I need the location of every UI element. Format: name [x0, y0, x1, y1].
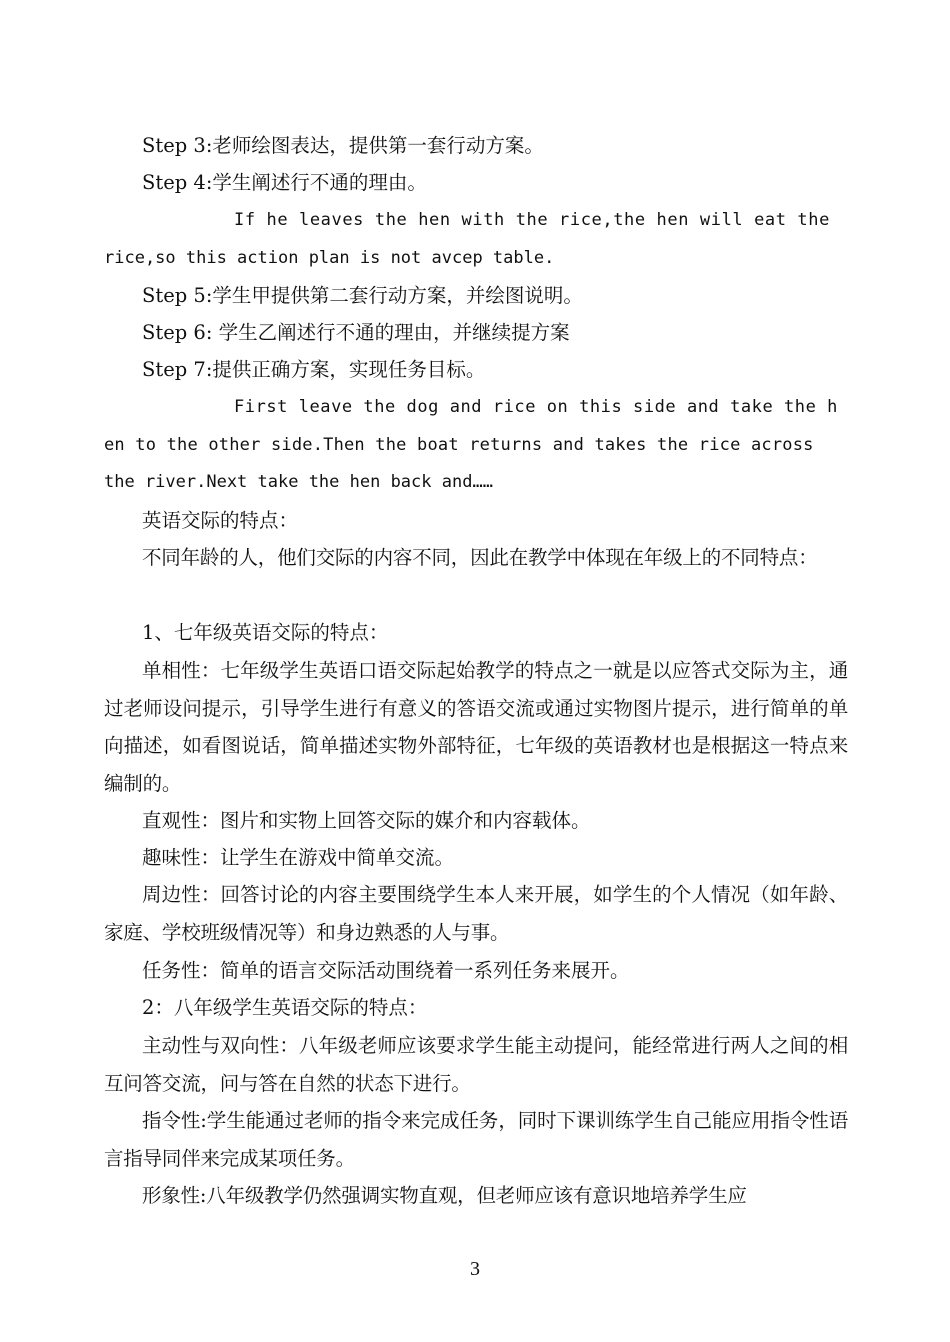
paragraph-intro: 不同年龄的人，他们交际的内容不同，因此在教学中体现在年级上的不同特点：	[142, 546, 818, 569]
text-line: en to the other side.Then the boat returns and takes the rice across	[104, 434, 814, 455]
paragraph-step-3: Step 3:老师绘图表达，提供第一套行动方案。	[142, 134, 544, 157]
paragraph-step-5: Step 5:学生甲提供第二套行动方案，并绘图说明。	[142, 284, 583, 307]
subheading-grade-7: 1、七年级英语交际的特点：	[142, 621, 389, 644]
text-line: First leave the dog and rice on this side and take the h	[234, 397, 838, 417]
section-heading: 英语交际的特点：	[142, 509, 299, 532]
paragraph-step-6: Step 6: 学生乙阐述行不通的理由，并继续提方案	[142, 321, 570, 344]
paragraph-step-4: Step 4:学生阐述行不通的理由。	[142, 171, 427, 194]
paragraph-english-solution	[104, 389, 848, 502]
paragraph-task: 任务性：简单的语言交际活动围绕着一系列任务来展开。	[142, 959, 630, 982]
paragraph-imagery: 形象性:八年级教学仍然强调实物直观，但老师应该有意识地培养学生应	[142, 1184, 747, 1207]
paragraph-single-direction: 单相性：七年级学生英语口语交际起始教学的特点之一就是以应答式交际为主，通过老师设问提示，引导学生进行有意义的答语交流或通过实物图片提示，进行简单的单向描述，如看图说话，简单描述实物外部特征，七年级的英语教材也是根据这一特点来编制的。	[104, 659, 848, 795]
subheading-grade-8: 2：八年级学生英语交际的特点：	[142, 996, 428, 1019]
text-line: rice,so this action plan is not avcep table.	[104, 247, 555, 268]
text-line: the river.Next take the hen back and……	[104, 472, 493, 492]
paragraph-initiative: 主动性与双向性：八年级老师应该要求学生能主动提问，能经常进行两人之间的相互问答交流，问与答在自然的状态下进行。	[104, 1034, 848, 1095]
paragraph-step-7: Step 7:提供正确方案，实现任务目标。	[142, 358, 486, 381]
paragraph-instruction: 指令性:学生能通过老师的指令来完成任务，同时下课训练学生自己能应用指令性语言指导同伴来完成某项任务。	[104, 1109, 848, 1170]
page-number: 3	[470, 1258, 480, 1280]
text-line: If he leaves the hen with the rice,the hen will eat the	[234, 210, 830, 230]
paragraph-english-reason	[104, 202, 848, 277]
paragraph-surrounding: 周边性：回答讨论的内容主要围绕学生本人来开展，如学生的个人情况（如年龄、家庭、学校班级情况等）和身边熟悉的人与事。	[104, 883, 848, 944]
paragraph-fun: 趣味性：让学生在游戏中简单交流。	[142, 846, 455, 869]
paragraph-intuitive: 直观性：图片和实物上回答交际的媒介和内容载体。	[142, 809, 591, 832]
